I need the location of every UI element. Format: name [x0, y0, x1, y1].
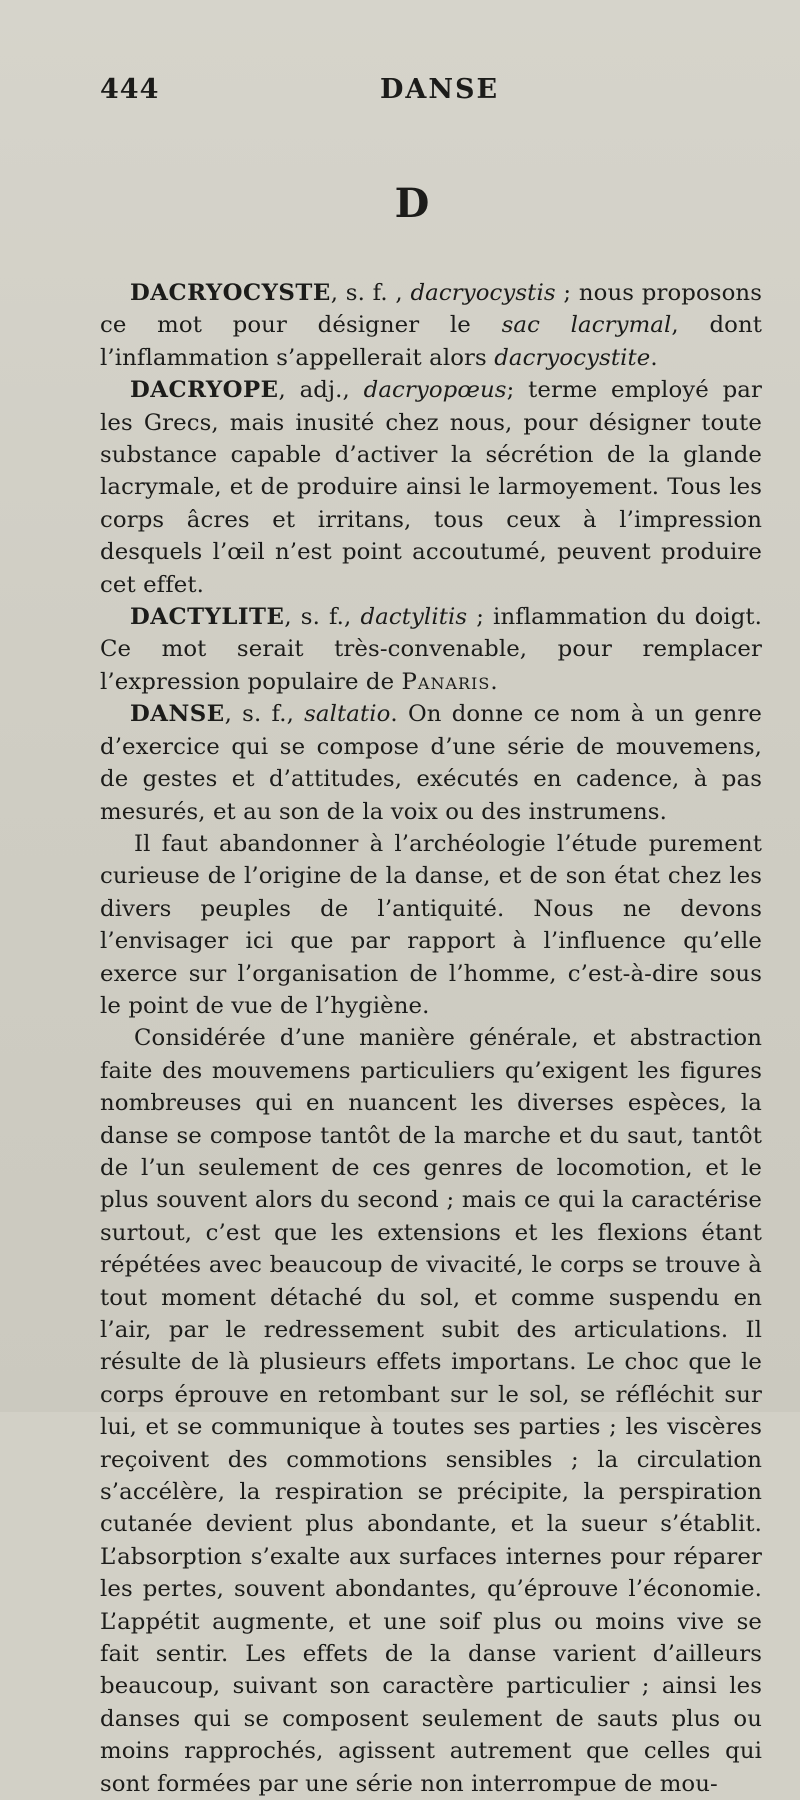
headword: DACRYOCYSTE	[130, 280, 331, 306]
headword: DANSE	[130, 701, 225, 728]
body-paragraph: Il faut abandonner à l’archéologie l’étude purement curieuse de l’origine de la danse, et de son état chez les divers peuples de l’antiquité. Nous ne devons l’envisager ici que par rapport à l’influence qu’elle exerce sur l’organisation de l’homme, c’est-à-dire sous le point de vue de l’hygiène.	[100, 830, 762, 1019]
running-title: DANSE	[380, 74, 500, 105]
page-number: 444	[100, 74, 160, 105]
latin-term: dacryocystis	[410, 280, 556, 306]
entry-text: . On donne ce nom à un genre d’exercice qui se compose d’une série de mouvemens, de gestes et d’attitudes, exécutés en cadence, à pas mesurés, et au son de la voix ou des instrumens.	[100, 701, 762, 825]
entry-text: ; inflammation du doigt. Ce mot serait très-convenable, pour remplacer l’expression populaire de	[100, 604, 763, 695]
headword: DACTYLITE	[130, 604, 285, 631]
latin-term: dacryopœus	[363, 377, 507, 404]
part-of-speech: , s. f.,	[224, 701, 305, 728]
entry-text: , dont l’inflammation s’appellerait alors	[100, 312, 762, 371]
entry-dactylite	[100, 601, 762, 698]
cross-reference: Panaris	[401, 668, 491, 695]
entry-danse	[100, 698, 762, 828]
part-of-speech: , adj.,	[278, 377, 364, 404]
latin-term: saltatio	[304, 701, 391, 728]
latin-term: dactylitis	[360, 604, 468, 631]
section-letter: D	[394, 180, 430, 227]
part-of-speech: , s. f.,	[284, 604, 361, 631]
entry-text: .	[490, 668, 498, 695]
dictionary-entries	[100, 277, 762, 1800]
entry-dacryocyste	[100, 277, 762, 374]
part-of-speech: , s. f. ,	[330, 280, 411, 306]
entry-text: ; nous proposons ce mot pour désigner le	[100, 280, 762, 339]
body-paragraph: Considérée d’une manière générale, et abstraction faite des mouvemens particuliers qu’exigent les figures nombreuses qui en nuancent les diverses espèces, la danse se compose tantôt de la marche et du saut, tantôt de l’un seulement de ces genres de locomotion, et le plus souvent alors du second ; mais ce qui la caractérise surtout, c’est que les extensions et les flexions étant répétées avec beaucoup de vivacité, le corps se trouve à tout moment détaché du sol, et comme suspendu en l’air, par le redressement subit des articulations. Il résulte de là plusieurs effets importans. Le choc que le corps éprouve en retombant sur le sol, se réfléchit sur lui, et se communique à toutes ses parties ; les viscères reçoivent des commotions sensibles ; la circulation s’accélère, la respiration se précipite, la perspiration cutanée devient plus abondante, et la sueur s’établit. L’absorption s’exalte aux surfaces internes pour réparer les pertes, souvent abondantes, qu’éprouve l’économie. L’appétit augmente, et une soif plus ou moins vive se fait sentir. Les effets de la danse varient d’ailleurs beaucoup, suivant son caractère particulier ; ainsi les danses qui se composent seulement de sauts plus ou moins rapprochés, agissent autrement que celles qui sont formées par une série non interrompue de mou-	[100, 1025, 762, 1797]
entry-dacryope	[100, 374, 762, 601]
italic-term: sac lacrymal	[501, 312, 672, 339]
running-head	[100, 74, 762, 124]
entry-text: ; terme employé par les Grecs, mais inusité chez nous, pour désigner toute substance capable d’activer la sécrétion de la glande lacrymale, et de produire ainsi le larmoyement. Tous les corps âcres et irritans, tous ceux à l’impression desquels l’œil n’est point accoutumé, peuvent produire cet effet.	[100, 377, 762, 598]
entry-text: .	[650, 344, 658, 371]
headword: DACRYOPE	[130, 377, 279, 404]
italic-term: dacryocystite	[494, 344, 651, 371]
